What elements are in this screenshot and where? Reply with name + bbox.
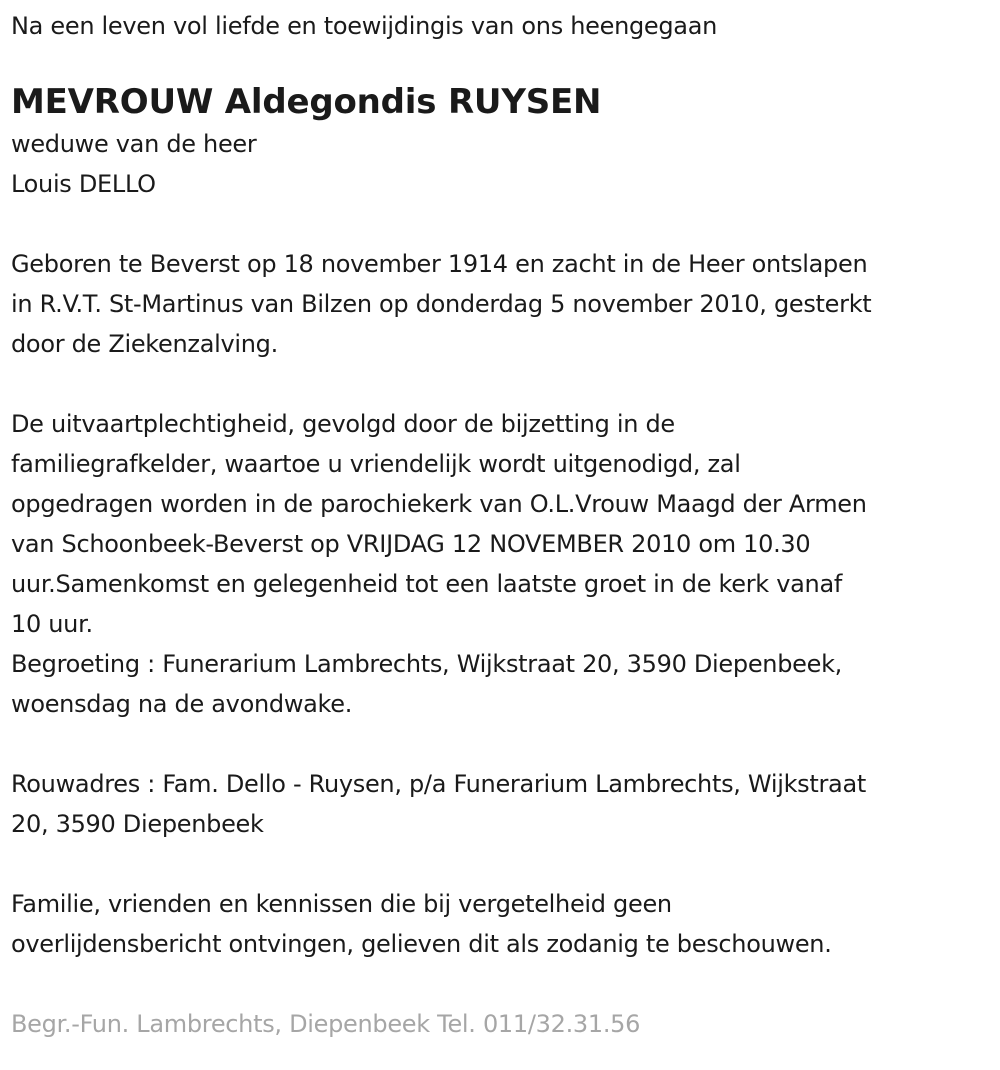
paragraph-line: uur.Samenkomst en gelegenheid tot een laatste groet in de kerk vanaf <box>11 570 843 598</box>
paragraph-line: van Schoonbeek-Beverst op VRIJDAG 12 NOVEMBER 2010 om 10.30 <box>11 530 811 558</box>
paragraph-line: Rouwadres : Fam. Dello - Ruysen, p/a Funerarium Lambrechts, Wijkstraat <box>11 770 866 798</box>
address-paragraph <box>11 764 988 844</box>
intro-text: Na een leven vol liefde en toewijdingis van ons heengegaan <box>11 12 718 40</box>
funeral-home-footer: Begr.-Fun. Lambrechts, Diepenbeek Tel. 011/32.31.56 <box>11 1010 641 1038</box>
paragraph-line: 20, 3590 Diepenbeek <box>11 810 264 838</box>
funeral-paragraph <box>11 404 988 724</box>
notice-paragraph <box>11 884 988 964</box>
paragraph-line: woensdag na de avondwake. <box>11 690 353 718</box>
spouse-name: Louis DELLO <box>11 170 156 198</box>
paragraph-line: Begroeting : Funerarium Lambrechts, Wijkstraat 20, 3590 Diepenbeek, <box>11 650 842 678</box>
paragraph-line: in R.V.T. St-Martinus van Bilzen op donderdag 5 november 2010, gesterkt <box>11 290 872 318</box>
paragraph-line: 10 uur. <box>11 610 93 638</box>
paragraph-line: De uitvaartplechtigheid, gevolgd door de bijzetting in de <box>11 410 675 438</box>
birth-death-paragraph <box>11 244 988 364</box>
spouse-block <box>11 124 988 204</box>
paragraph-line: overlijdensbericht ontvingen, gelieven dit als zodanig te beschouwen. <box>11 930 832 958</box>
deceased-name: MEVROUW Aldegondis RUYSEN <box>11 82 602 122</box>
paragraph-line: Familie, vrienden en kennissen die bij vergetelheid geen <box>11 890 672 918</box>
paragraph-line: door de Ziekenzalving. <box>11 330 278 358</box>
paragraph-line: familiegrafkelder, waartoe u vriendelijk wordt uitgenodigd, zal <box>11 450 741 478</box>
paragraph-line: opgedragen worden in de parochiekerk van O.L.Vrouw Maagd der Armen <box>11 490 867 518</box>
paragraph-line: Geboren te Beverst op 18 november 1914 en zacht in de Heer ontslapen <box>11 250 868 278</box>
spouse-relation: weduwe van de heer <box>11 130 257 158</box>
